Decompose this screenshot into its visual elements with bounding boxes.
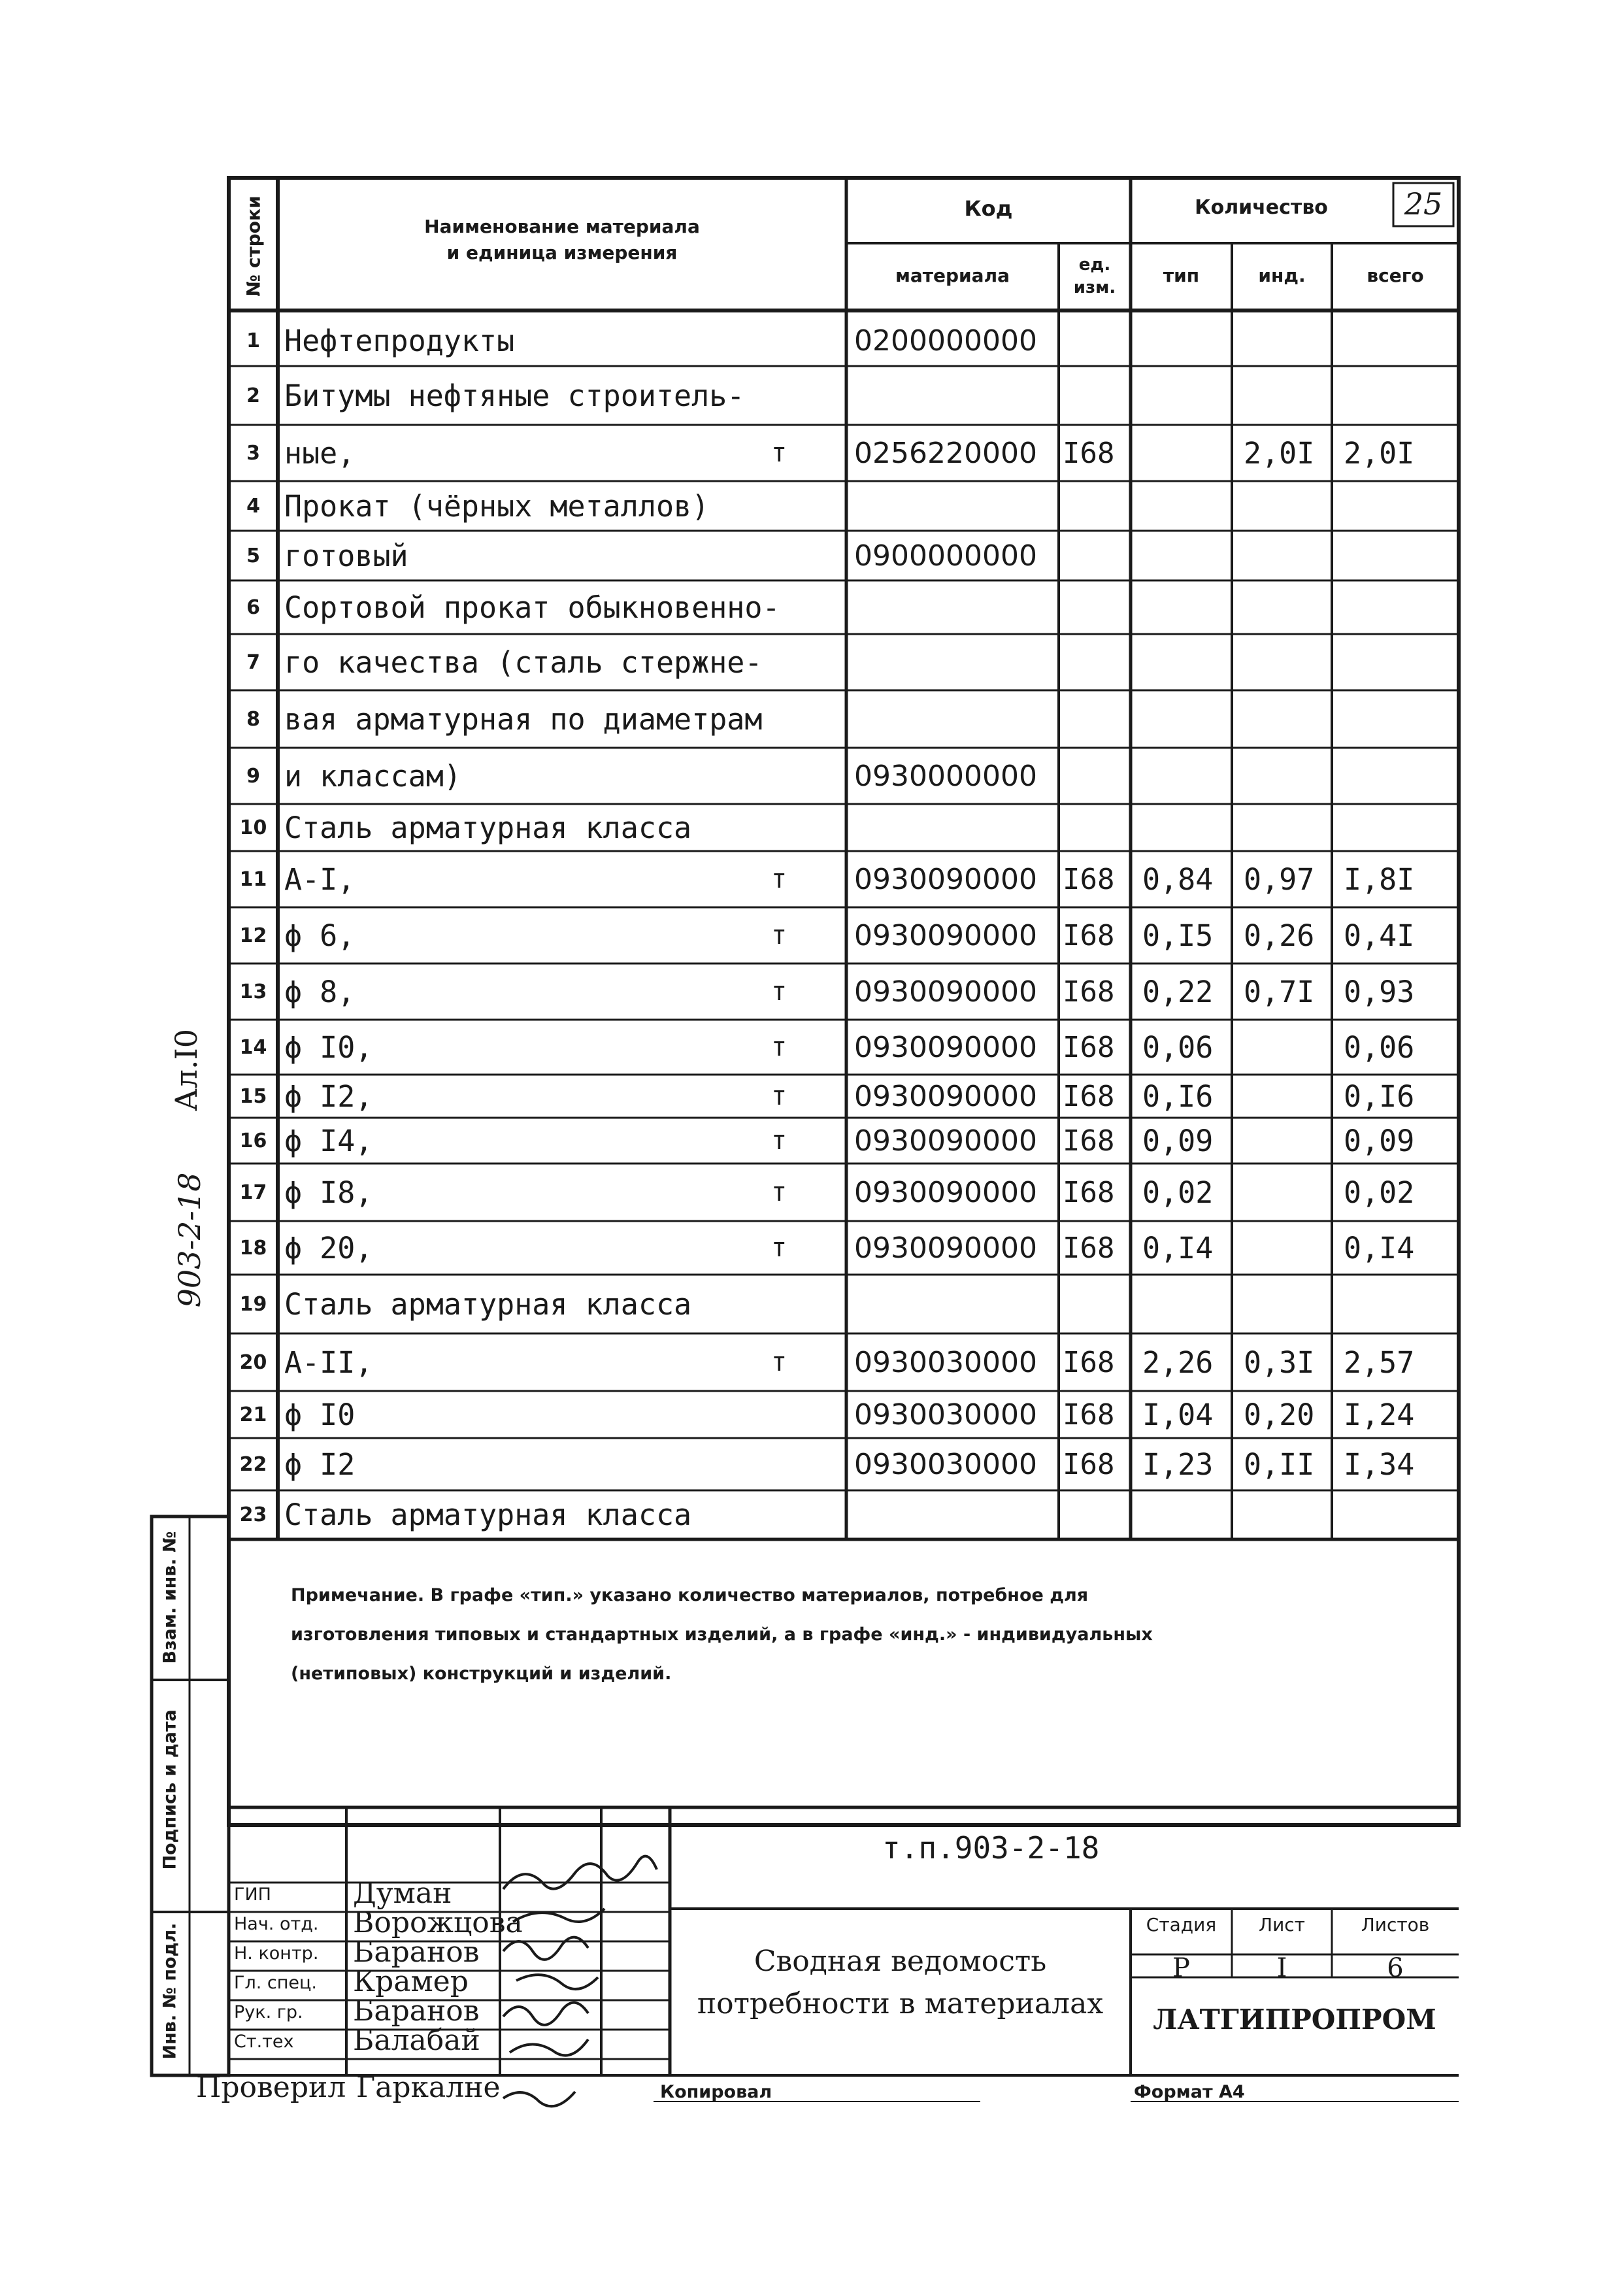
unit-code: I68 bbox=[1063, 436, 1115, 470]
row-number: 2 bbox=[246, 384, 260, 407]
material-code: 0930090000 bbox=[854, 1030, 1037, 1064]
qty-type: 0,06 bbox=[1142, 1030, 1214, 1065]
material-name: Сталь арматурная класса bbox=[284, 1286, 692, 1322]
qty-ind bbox=[1232, 481, 1344, 531]
qty-type: 0,I4 bbox=[1142, 1230, 1214, 1265]
row-number: 22 bbox=[239, 1452, 267, 1476]
doc-title-line2: потребности в материалах bbox=[697, 1987, 1104, 2020]
unit-mark: т bbox=[771, 864, 787, 894]
note-line-3: (нетиповых) конструкций и изделий. bbox=[291, 1664, 672, 1684]
page-number: 25 bbox=[1404, 186, 1443, 222]
qty-type bbox=[1131, 1275, 1244, 1333]
unit-mark: т bbox=[771, 1233, 787, 1263]
qty-ind bbox=[1232, 315, 1344, 366]
unit-code bbox=[1059, 690, 1135, 748]
material-code: 0930090000 bbox=[854, 862, 1037, 896]
qty-total: 0,06 bbox=[1344, 1030, 1415, 1065]
qty-type bbox=[1131, 1490, 1244, 1539]
unit-code: I68 bbox=[1063, 1175, 1115, 1209]
material-name: ϕ I8, bbox=[284, 1175, 373, 1210]
signer-role: Н. контр. bbox=[234, 1943, 319, 1964]
qty-total: I,8I bbox=[1344, 862, 1415, 897]
material-name: ϕ 8, bbox=[284, 974, 356, 1009]
qty-ind bbox=[1232, 531, 1344, 580]
qty-total: 0,09 bbox=[1344, 1123, 1415, 1158]
qty-type-header: тип bbox=[1163, 265, 1200, 286]
qty-ind bbox=[1232, 1164, 1344, 1221]
signature-scribbles bbox=[503, 1856, 657, 2107]
signer-role: Рук. гр. bbox=[234, 2002, 303, 2022]
signer-role: Ст.тех bbox=[234, 2032, 294, 2052]
row-number: 7 bbox=[246, 650, 260, 674]
material-name: ϕ I2, bbox=[284, 1079, 373, 1114]
qty-total: I,24 bbox=[1344, 1397, 1415, 1432]
note-line-2: изготовления типовых и стандартных изделий, а в графе «инд.» - индивидуальных bbox=[291, 1624, 1153, 1645]
unit-code bbox=[1059, 366, 1135, 425]
qty-ind: 0,II bbox=[1244, 1447, 1315, 1482]
row-number: 17 bbox=[239, 1181, 267, 1204]
unit-code bbox=[1059, 531, 1135, 580]
row-number: 18 bbox=[239, 1236, 267, 1260]
row-number-header: № строки bbox=[242, 195, 265, 297]
name-header-line2: и единица измерения bbox=[446, 242, 678, 263]
material-code bbox=[846, 481, 1067, 531]
qty-total bbox=[1332, 1275, 1470, 1333]
row-number: 19 bbox=[239, 1292, 267, 1316]
sheets-label: Листов bbox=[1361, 1914, 1430, 1935]
qty-total: 2,57 bbox=[1344, 1345, 1415, 1380]
qty-ind bbox=[1232, 1020, 1344, 1075]
unit-code: I68 bbox=[1063, 1079, 1115, 1113]
unit-code bbox=[1059, 580, 1135, 634]
organization-name: ЛАТГИПРОПРОМ bbox=[1153, 2003, 1436, 2035]
unit-mark bbox=[771, 1438, 837, 1490]
row-number: 13 bbox=[239, 980, 267, 1003]
copied-label: Копировал bbox=[660, 2082, 772, 2102]
signer-role: Нач. отд. bbox=[234, 1914, 319, 1934]
material-name: ные, bbox=[284, 435, 356, 471]
unit-code bbox=[1059, 1275, 1135, 1333]
material-code: 0256220000 bbox=[854, 436, 1037, 470]
sheet-label: Лист bbox=[1259, 1914, 1305, 1935]
qty-total-header: всего bbox=[1367, 265, 1424, 286]
qty-total bbox=[1332, 531, 1470, 580]
qty-ind bbox=[1232, 1490, 1344, 1539]
unit-mark: т bbox=[771, 1032, 787, 1062]
qty-type bbox=[1131, 690, 1244, 748]
stage-value: Р bbox=[1172, 1953, 1190, 1983]
unit-mark bbox=[771, 1391, 837, 1438]
row-number: 9 bbox=[246, 764, 260, 788]
qty-total bbox=[1332, 366, 1470, 425]
margin-inv-label: Инв. № подл. bbox=[159, 1922, 180, 2060]
material-code: 0930000000 bbox=[854, 759, 1037, 793]
material-code: 0930090000 bbox=[854, 918, 1037, 952]
qty-total: 0,4I bbox=[1344, 918, 1415, 953]
format-label: Формат А4 bbox=[1134, 2082, 1245, 2102]
qty-total: 0,I6 bbox=[1344, 1079, 1415, 1114]
qty-total bbox=[1332, 315, 1470, 366]
unit-code bbox=[1059, 804, 1135, 851]
unit-mark bbox=[771, 1275, 837, 1333]
qty-total: 0,I4 bbox=[1344, 1230, 1415, 1265]
project-code: т.п.903-2-18 bbox=[882, 1830, 1100, 1866]
qty-ind-header: инд. bbox=[1258, 265, 1306, 286]
code-material-header: материала bbox=[895, 265, 1010, 286]
signer-name: Ворожцова bbox=[353, 1906, 523, 1939]
unit-mark: т bbox=[771, 438, 787, 468]
unit-code: I68 bbox=[1063, 1345, 1115, 1379]
qty-total: 0,02 bbox=[1344, 1175, 1415, 1210]
qty-ind bbox=[1232, 1118, 1344, 1164]
qty-type: 2,26 bbox=[1142, 1345, 1214, 1380]
qty-type: 0,I5 bbox=[1142, 918, 1214, 953]
unit-code bbox=[1059, 748, 1135, 804]
qty-ind bbox=[1232, 804, 1344, 851]
unit-code: I68 bbox=[1063, 862, 1115, 896]
signer-role: ГИП bbox=[234, 1885, 271, 1905]
material-code bbox=[846, 690, 1067, 748]
unit-code: I68 bbox=[1063, 1030, 1115, 1064]
signer-name: Думан bbox=[353, 1877, 452, 1910]
unit-mark bbox=[771, 690, 837, 748]
qty-type: 0,09 bbox=[1142, 1123, 1214, 1158]
material-name: и классам) bbox=[284, 758, 461, 794]
signer-name: Баранов bbox=[353, 1935, 480, 1969]
unit-mark bbox=[771, 481, 837, 531]
unit-code: I68 bbox=[1063, 1398, 1115, 1432]
unit-code bbox=[1059, 315, 1135, 366]
margin-album: Ал.I0 bbox=[169, 1028, 204, 1112]
material-code bbox=[846, 580, 1067, 634]
unit-mark: т bbox=[771, 1126, 787, 1156]
name-header-line1: Наименование материала bbox=[424, 216, 700, 237]
row-number: 6 bbox=[246, 595, 260, 619]
material-code: 0900000000 bbox=[854, 539, 1037, 573]
qty-ind: 0,26 bbox=[1244, 918, 1315, 953]
unit-mark: т bbox=[771, 1177, 787, 1207]
row-number: 1 bbox=[246, 329, 260, 352]
row-number: 15 bbox=[239, 1084, 267, 1108]
signer-name: Балабай bbox=[353, 2024, 480, 2057]
material-code bbox=[846, 804, 1067, 851]
unit-mark bbox=[771, 634, 837, 690]
qty-ind: 2,0I bbox=[1244, 435, 1315, 471]
unit-mark bbox=[771, 748, 837, 804]
qty-ind bbox=[1232, 634, 1344, 690]
material-code: 0930090000 bbox=[854, 1079, 1037, 1113]
material-name: Битумы нефтяные строитель- bbox=[284, 378, 745, 413]
material-name: ϕ I2 bbox=[284, 1447, 356, 1482]
margin-doc-code: 903-2-18 bbox=[172, 1172, 207, 1308]
qty-ind: 0,97 bbox=[1244, 862, 1315, 897]
material-code: 0930090000 bbox=[854, 1231, 1037, 1265]
row-number: 23 bbox=[239, 1503, 267, 1526]
unit-mark bbox=[771, 366, 837, 425]
unit-mark: т bbox=[771, 1347, 787, 1377]
qty-total: 2,0I bbox=[1344, 435, 1415, 471]
sheets-value: 6 bbox=[1387, 1953, 1404, 1983]
qty-type: 0,I6 bbox=[1142, 1079, 1214, 1114]
material-name: ϕ I0 bbox=[284, 1397, 356, 1432]
qty-type bbox=[1131, 315, 1244, 366]
qty-type bbox=[1131, 580, 1244, 634]
qty-type bbox=[1131, 634, 1244, 690]
unit-mark bbox=[771, 531, 837, 580]
material-name: ϕ I4, bbox=[284, 1123, 373, 1158]
unit-code: I68 bbox=[1063, 1447, 1115, 1481]
qty-type bbox=[1131, 531, 1244, 580]
unit-mark: т bbox=[771, 1081, 787, 1111]
qty-type bbox=[1131, 804, 1244, 851]
margin-podpis-label: Подпись и дата bbox=[159, 1709, 180, 1870]
signer-name: Крамер bbox=[353, 1965, 469, 1998]
qty-ind bbox=[1232, 1221, 1344, 1275]
unit-code bbox=[1059, 481, 1135, 531]
unit-mark bbox=[771, 580, 837, 634]
row-number: 11 bbox=[239, 867, 267, 891]
material-name: Сталь арматурная класса bbox=[284, 1498, 692, 1532]
material-name: А-II, bbox=[284, 1345, 373, 1380]
unit-code bbox=[1059, 1490, 1135, 1539]
unit-code: I68 bbox=[1063, 975, 1115, 1009]
qty-total bbox=[1332, 690, 1470, 748]
qty-total bbox=[1332, 634, 1470, 690]
qty-total bbox=[1332, 804, 1470, 851]
material-code bbox=[846, 634, 1067, 690]
checked-label: Проверил bbox=[196, 2071, 346, 2104]
code-unit-header-1: ед. bbox=[1078, 255, 1111, 275]
stage-label: Стадия bbox=[1146, 1914, 1217, 1935]
unit-mark bbox=[771, 1490, 837, 1539]
qty-type bbox=[1131, 748, 1244, 804]
material-code: 0930030000 bbox=[854, 1398, 1037, 1432]
signer-role: Гл. спец. bbox=[234, 1973, 317, 1993]
row-number: 8 bbox=[246, 707, 260, 731]
unit-mark bbox=[771, 315, 837, 366]
material-code: 0930030000 bbox=[854, 1345, 1037, 1379]
material-name: ϕ I0, bbox=[284, 1030, 373, 1065]
qty-total: I,34 bbox=[1344, 1447, 1415, 1482]
material-name: ϕ 20, bbox=[284, 1230, 373, 1265]
material-name: Сортовой прокат обыкновенно- bbox=[284, 590, 780, 625]
qty-ind bbox=[1232, 748, 1344, 804]
material-code: 0930090000 bbox=[854, 975, 1037, 1009]
material-name: Прокат (чёрных металлов) bbox=[284, 488, 710, 524]
material-name: ϕ 6, bbox=[284, 918, 356, 953]
qty-type: 0,02 bbox=[1142, 1175, 1214, 1210]
doc-title-line1: Сводная ведомость bbox=[754, 1945, 1047, 1978]
row-number: 5 bbox=[246, 544, 260, 567]
qty-ind bbox=[1232, 366, 1344, 425]
unit-code: I68 bbox=[1063, 918, 1115, 952]
unit-code: I68 bbox=[1063, 1124, 1115, 1158]
qty-type bbox=[1131, 366, 1244, 425]
qty-ind bbox=[1232, 1075, 1344, 1118]
unit-mark: т bbox=[771, 920, 787, 950]
qty-ind bbox=[1232, 580, 1344, 634]
margin-vzam-label: Взам. инв. № bbox=[159, 1531, 180, 1664]
row-number: 20 bbox=[239, 1350, 267, 1374]
qty-total bbox=[1332, 580, 1470, 634]
row-number: 12 bbox=[239, 924, 267, 947]
material-name: Нефтепродукты bbox=[284, 323, 515, 358]
unit-mark bbox=[771, 804, 837, 851]
material-code: 0930030000 bbox=[854, 1447, 1037, 1481]
quantity-header: Количество bbox=[1195, 196, 1328, 219]
note-line-1: Примечание. В графе «тип.» указано количество материалов, потребное для bbox=[291, 1585, 1089, 1605]
code-unit-header-2: изм. bbox=[1073, 278, 1116, 297]
material-name: готовый bbox=[284, 538, 408, 573]
qty-total bbox=[1332, 748, 1470, 804]
code-header: Код bbox=[964, 196, 1013, 221]
unit-code bbox=[1059, 634, 1135, 690]
material-name: вая арматурная по диаметрам bbox=[284, 701, 763, 737]
material-code: 0930090000 bbox=[854, 1175, 1037, 1209]
material-name: Сталь арматурная класса bbox=[284, 810, 692, 845]
row-number: 14 bbox=[239, 1035, 267, 1059]
material-name: А-I, bbox=[284, 862, 356, 897]
qty-ind bbox=[1232, 1275, 1344, 1333]
qty-total: 0,93 bbox=[1344, 974, 1415, 1009]
material-code bbox=[846, 366, 1067, 425]
qty-type: I,23 bbox=[1142, 1447, 1214, 1482]
row-number: 3 bbox=[246, 441, 260, 465]
qty-total bbox=[1332, 1490, 1470, 1539]
material-code bbox=[846, 1275, 1067, 1333]
row-number: 16 bbox=[239, 1129, 267, 1152]
checked-name: Гаркалне bbox=[356, 2071, 501, 2104]
qty-type bbox=[1131, 425, 1244, 481]
qty-ind: 0,20 bbox=[1244, 1397, 1315, 1432]
row-number: 21 bbox=[239, 1403, 267, 1426]
qty-type: I,04 bbox=[1142, 1397, 1214, 1432]
row-number: 4 bbox=[246, 494, 260, 518]
unit-mark: т bbox=[771, 977, 787, 1007]
qty-type bbox=[1131, 481, 1244, 531]
unit-code: I68 bbox=[1063, 1231, 1115, 1265]
qty-ind bbox=[1232, 690, 1344, 748]
qty-type: 0,84 bbox=[1142, 862, 1214, 897]
sheet-value: I bbox=[1276, 1953, 1287, 1983]
qty-ind: 0,3I bbox=[1244, 1345, 1315, 1380]
material-code: 0200000000 bbox=[854, 324, 1037, 358]
material-code bbox=[846, 1490, 1067, 1539]
signer-name: Баранов bbox=[353, 1994, 480, 2028]
qty-type: 0,22 bbox=[1142, 974, 1214, 1009]
qty-ind: 0,7I bbox=[1244, 974, 1315, 1009]
material-code: 0930090000 bbox=[854, 1124, 1037, 1158]
material-name: го качества (сталь стержне- bbox=[284, 645, 763, 680]
qty-total bbox=[1332, 481, 1470, 531]
row-number: 10 bbox=[239, 816, 267, 839]
